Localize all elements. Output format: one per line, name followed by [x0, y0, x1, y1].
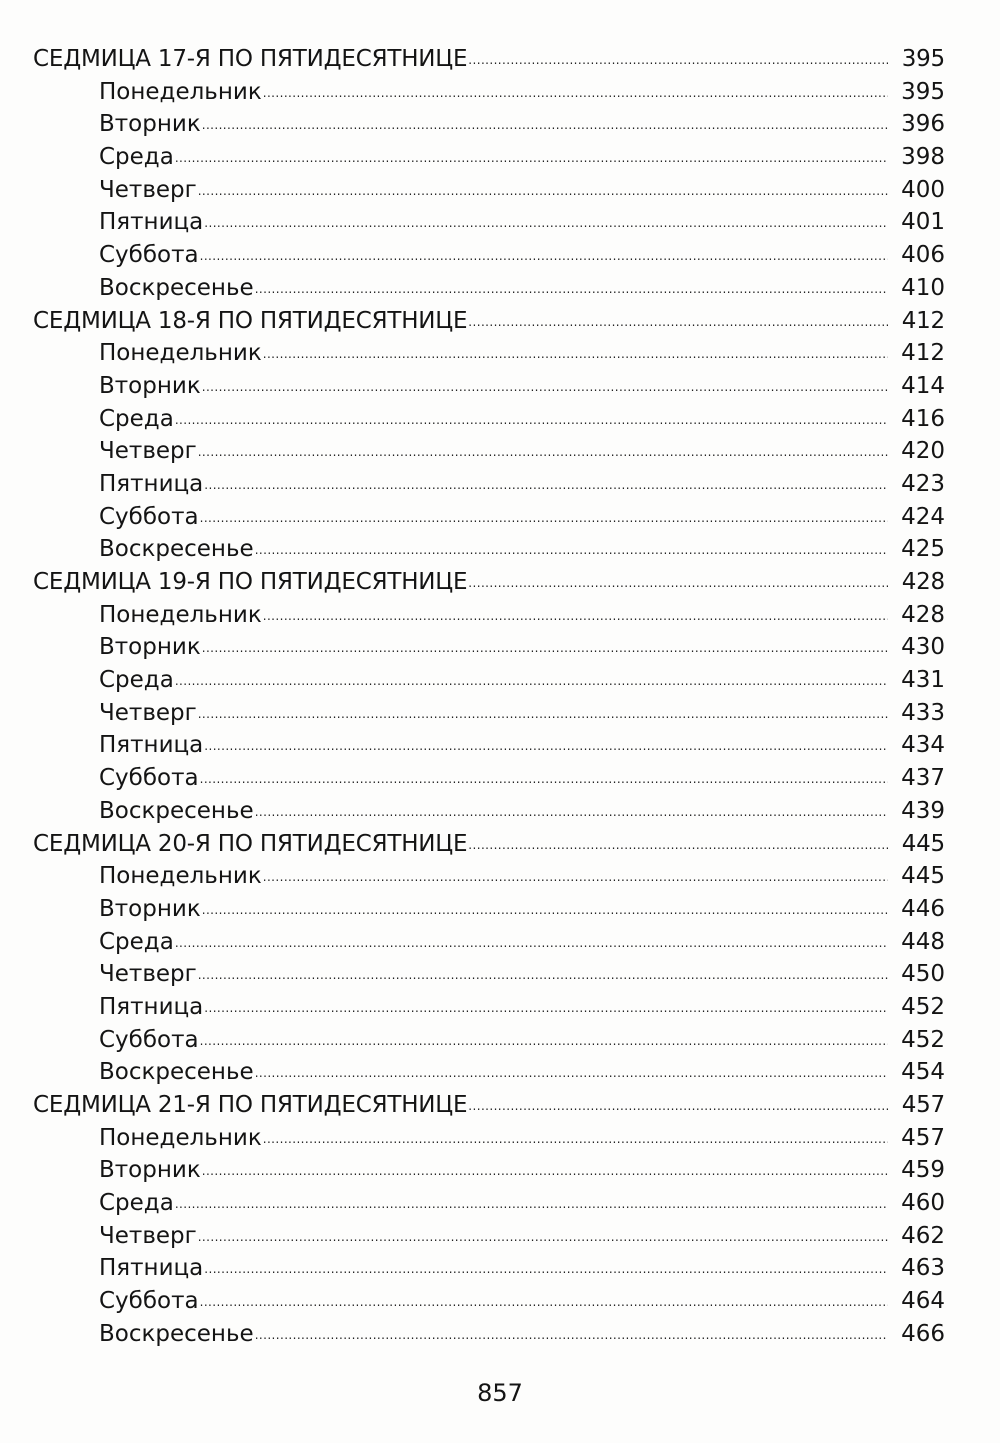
toc-day-entry: [33, 697, 945, 730]
toc-day-entry: [33, 991, 945, 1024]
toc-week-heading-label: СЕДМИЦА 18-Я ПО ПЯТИДЕСЯТНИЦЕ: [33, 307, 468, 334]
toc-day-entry: [33, 631, 945, 664]
toc-day-entry-page-number: 396: [901, 111, 945, 138]
toc-day-entry-label: Вторник: [99, 895, 201, 922]
dot-leader: [263, 861, 888, 894]
toc-day-entry-label: Вторник: [99, 634, 201, 661]
toc-day-entry-label: Понедельник: [99, 1124, 262, 1151]
toc-day-entry-page-number: 400: [901, 176, 945, 203]
toc-day-entry-label: Понедельник: [99, 78, 262, 105]
toc-day-entry: [33, 272, 945, 305]
toc-day-entry-label: Суббота: [99, 765, 199, 792]
toc-day-entry-label: Четверг: [99, 699, 197, 726]
dot-leader: [175, 142, 888, 175]
toc-week-section: [33, 1089, 945, 1351]
dot-leader: [255, 1057, 888, 1090]
toc-day-entry: [33, 239, 945, 272]
toc-day-entry-page-number: 452: [901, 1026, 945, 1053]
toc-day-entry-label: Понедельник: [99, 863, 262, 890]
toc-day-entry-page-number: 459: [901, 1157, 945, 1184]
dot-leader: [468, 1090, 888, 1123]
toc-week-heading-page-number: 457: [901, 1092, 945, 1118]
toc-day-entry-page-number: 446: [901, 895, 945, 922]
dot-leader: [255, 796, 888, 829]
toc-day-entry-page-number: 464: [901, 1288, 945, 1315]
toc-day-entry-label: Среда: [99, 405, 174, 432]
toc-day-entry-label: Суббота: [99, 1026, 199, 1053]
toc-day-entry: [33, 599, 945, 632]
dot-leader: [202, 894, 888, 927]
toc-day-entry-page-number: 434: [901, 732, 945, 759]
toc-day-entry: [33, 533, 945, 566]
toc-day-entry-page-number: 425: [901, 536, 945, 563]
dot-leader: [263, 600, 888, 633]
dot-leader: [200, 502, 888, 535]
toc-day-entry-label: Воскресенье: [99, 536, 254, 563]
toc-day-entry-label: Воскресенье: [99, 274, 254, 301]
toc-day-entry-label: Четверг: [99, 961, 197, 988]
toc-day-entry: [33, 860, 945, 893]
toc-day-entry: [33, 893, 945, 926]
toc-day-entry: [33, 729, 945, 762]
toc-day-entry-label: Пятница: [99, 470, 204, 497]
toc-day-entry-label: Среда: [99, 928, 174, 955]
toc-week-heading: [33, 305, 945, 338]
toc-day-entry-label: Воскресенье: [99, 1320, 254, 1347]
toc-day-entry: [33, 1122, 945, 1155]
toc-week-heading-label: СЕДМИЦА 17-Я ПО ПЯТИДЕСЯТНИЦЕ: [33, 46, 468, 72]
toc-week-heading-label: СЕДМИЦА 19-Я ПО ПЯТИДЕСЯТНИЦЕ: [33, 569, 468, 595]
toc-week-section: [33, 566, 945, 828]
toc-day-entry-page-number: 420: [901, 438, 945, 465]
toc-day-entry-page-number: 431: [901, 667, 945, 694]
dot-leader: [255, 273, 888, 306]
toc-day-entry-label: Суббота: [99, 503, 199, 530]
toc-week-heading-page-number: 412: [901, 307, 945, 334]
dot-leader: [202, 1155, 888, 1188]
toc-day-entry-label: Воскресенье: [99, 1059, 254, 1086]
toc-day-entry: [33, 762, 945, 795]
toc-day-entry-page-number: 450: [901, 961, 945, 988]
dot-leader: [200, 1025, 888, 1058]
dot-leader: [468, 44, 888, 77]
toc-day-entry-page-number: 423: [901, 470, 945, 497]
toc-day-entry: [33, 337, 945, 370]
dot-leader: [202, 371, 888, 404]
dot-leader: [204, 992, 888, 1025]
toc-day-entry-label: Понедельник: [99, 340, 262, 367]
toc-week-heading-page-number: 445: [901, 830, 945, 857]
dot-leader: [263, 1123, 888, 1156]
toc-day-entry-page-number: 414: [901, 372, 945, 399]
toc-day-entry: [33, 370, 945, 403]
toc-day-entry: [33, 1285, 945, 1318]
toc-day-entry: [33, 1252, 945, 1285]
dot-leader: [198, 959, 888, 992]
toc-week-section: [33, 43, 945, 305]
toc-week-heading: [33, 1089, 945, 1122]
toc-day-entry-label: Суббота: [99, 1288, 199, 1315]
toc-day-entry: [33, 1318, 945, 1351]
toc-day-entry: [33, 1024, 945, 1057]
toc-day-entry: [33, 501, 945, 534]
toc-week-heading-label: СЕДМИЦА 21-Я ПО ПЯТИДЕСЯТНИЦЕ: [33, 1092, 468, 1118]
toc-day-entry-label: Четверг: [99, 176, 197, 203]
toc-day-entry: [33, 435, 945, 468]
toc-day-entry: [33, 403, 945, 436]
toc-day-entry: [33, 108, 945, 141]
toc-day-entry: [33, 1154, 945, 1187]
toc-week-section: [33, 305, 945, 567]
toc-day-entry-page-number: 395: [901, 78, 945, 105]
toc-day-entry: [33, 468, 945, 501]
dot-leader: [200, 763, 888, 796]
toc-week-heading-page-number: 428: [901, 569, 945, 595]
toc-week-heading-page-number: 395: [901, 46, 945, 72]
toc-day-entry-page-number: 462: [901, 1222, 945, 1249]
table-of-contents: [33, 43, 945, 1351]
toc-day-entry-page-number: 463: [901, 1255, 945, 1282]
toc-day-entry-page-number: 412: [901, 340, 945, 367]
dot-leader: [200, 240, 888, 273]
toc-week-heading: [33, 828, 945, 861]
dot-leader: [255, 534, 888, 567]
toc-day-entry-label: Среда: [99, 667, 174, 694]
toc-day-entry: [33, 1056, 945, 1089]
toc-day-entry-page-number: 406: [901, 242, 945, 269]
toc-day-entry-page-number: 398: [901, 144, 945, 171]
dot-leader: [204, 469, 888, 502]
toc-day-entry-page-number: 430: [901, 634, 945, 661]
toc-day-entry: [33, 174, 945, 207]
dot-leader: [204, 1253, 888, 1286]
dot-leader: [198, 436, 888, 469]
toc-day-entry: [33, 1220, 945, 1253]
toc-day-entry-page-number: 424: [901, 503, 945, 530]
dot-leader: [175, 665, 888, 698]
dot-leader: [198, 175, 888, 208]
dot-leader: [263, 77, 888, 110]
toc-day-entry-label: Среда: [99, 144, 174, 171]
dot-leader: [468, 567, 888, 600]
toc-day-entry-page-number: 428: [901, 601, 945, 628]
dot-leader: [202, 109, 888, 142]
toc-day-entry-page-number: 452: [901, 993, 945, 1020]
toc-day-entry: [33, 76, 945, 109]
toc-day-entry-label: Среда: [99, 1190, 174, 1217]
toc-day-entry-label: Суббота: [99, 242, 199, 269]
toc-day-entry-page-number: 416: [901, 405, 945, 432]
toc-day-entry: [33, 141, 945, 174]
toc-day-entry-label: Пятница: [99, 1255, 204, 1282]
toc-week-section: [33, 828, 945, 1090]
dot-leader: [198, 1221, 888, 1254]
dot-leader: [202, 632, 888, 665]
dot-leader: [468, 829, 888, 862]
toc-day-entry-page-number: 433: [901, 699, 945, 726]
toc-day-entry-page-number: 454: [901, 1059, 945, 1086]
dot-leader: [175, 1188, 888, 1221]
toc-day-entry-page-number: 437: [901, 765, 945, 792]
toc-day-entry-page-number: 439: [901, 797, 945, 824]
toc-day-entry-page-number: 445: [901, 863, 945, 890]
toc-week-heading: [33, 43, 945, 76]
toc-day-entry: [33, 206, 945, 239]
toc-day-entry-page-number: 460: [901, 1190, 945, 1217]
toc-day-entry-page-number: 466: [901, 1320, 945, 1347]
toc-day-entry-label: Четверг: [99, 438, 197, 465]
dot-leader: [175, 927, 888, 960]
toc-day-entry-label: Понедельник: [99, 601, 262, 628]
toc-week-heading-label: СЕДМИЦА 20-Я ПО ПЯТИДЕСЯТНИЦЕ: [33, 830, 468, 857]
dot-leader: [468, 306, 888, 339]
toc-day-entry-label: Пятница: [99, 209, 204, 236]
dot-leader: [175, 404, 888, 437]
dot-leader: [198, 698, 888, 731]
toc-day-entry-label: Воскресенье: [99, 797, 254, 824]
toc-day-entry-page-number: 457: [901, 1124, 945, 1151]
toc-day-entry-label: Пятница: [99, 993, 204, 1020]
toc-day-entry-label: Вторник: [99, 1157, 201, 1184]
dot-leader: [255, 1319, 888, 1352]
toc-day-entry-page-number: 448: [901, 928, 945, 955]
toc-day-entry: [33, 795, 945, 828]
toc-day-entry: [33, 664, 945, 697]
dot-leader: [204, 207, 888, 240]
toc-day-entry-label: Вторник: [99, 111, 201, 138]
toc-day-entry: [33, 1187, 945, 1220]
page-number: 857: [477, 1379, 523, 1407]
toc-day-entry: [33, 926, 945, 959]
toc-day-entry-label: Вторник: [99, 372, 201, 399]
dot-leader: [204, 730, 888, 763]
toc-day-entry-label: Пятница: [99, 732, 204, 759]
dot-leader: [263, 338, 888, 371]
toc-week-heading: [33, 566, 945, 599]
toc-day-entry: [33, 958, 945, 991]
toc-day-entry-label: Четверг: [99, 1222, 197, 1249]
toc-day-entry-page-number: 401: [901, 209, 945, 236]
dot-leader: [200, 1286, 888, 1319]
toc-day-entry-page-number: 410: [901, 274, 945, 301]
